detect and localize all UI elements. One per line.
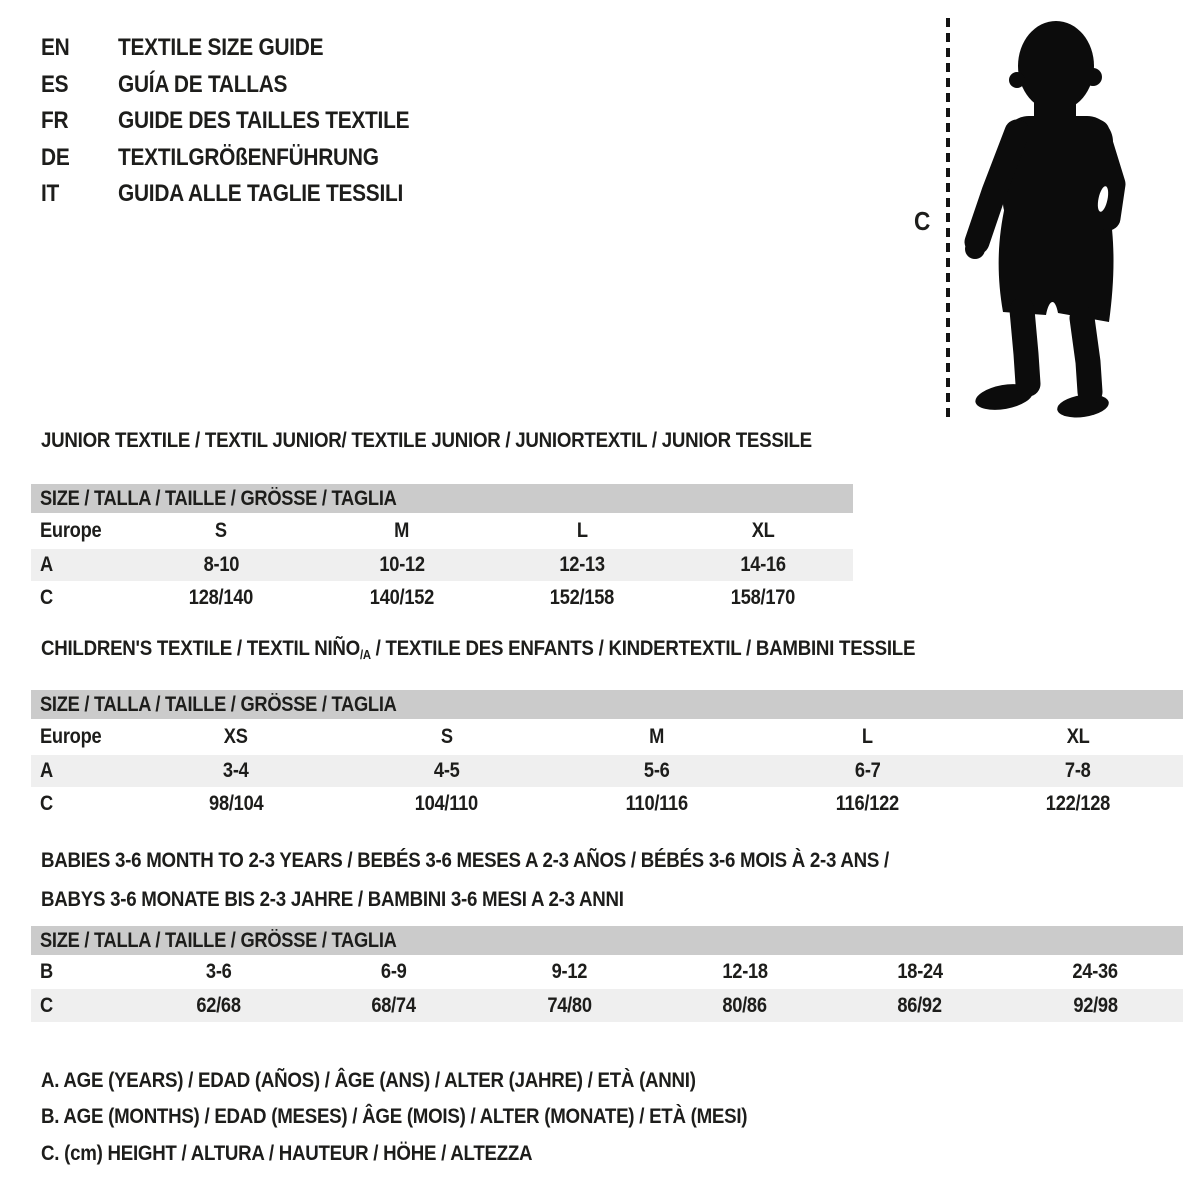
toddler-silhouette-illustration (962, 14, 1148, 418)
height-cell: 158/170 (730, 585, 795, 609)
height-cell: 68/74 (371, 993, 417, 1017)
height-cell: 104/110 (415, 791, 479, 815)
age-cell: 5-6 (644, 759, 670, 782)
size-cell: XL (751, 519, 775, 542)
language-row-it (41, 176, 453, 213)
height-cell: 62/68 (196, 993, 241, 1017)
language-code: ES (41, 70, 69, 98)
language-title-list (41, 30, 453, 213)
months-cell: 24-36 (1072, 960, 1119, 983)
table-row-months (31, 955, 1183, 989)
months-cell: 6-9 (381, 960, 407, 983)
row-label: A (40, 553, 53, 576)
table-row-europe (31, 719, 1183, 755)
language-row-en (41, 30, 453, 67)
guide-title-en: TEXTILE SIZE GUIDE (118, 34, 324, 62)
age-cell: 7-8 (1065, 759, 1091, 782)
junior-section-title: JUNIOR TEXTILE / TEXTIL JUNIOR/ TEXTILE JUNIOR / JUNIORTEXTIL / JUNIOR TESSILE (41, 428, 812, 452)
months-cell: 3-6 (205, 960, 232, 983)
table-row-europe (31, 513, 853, 549)
size-header-bar: SIZE / TALLA / TAILLE / GRÖSSE / TAGLIA (31, 926, 1183, 955)
table-row-height (31, 989, 1183, 1022)
height-cell: 86/92 (897, 993, 943, 1017)
height-cell: 152/158 (550, 585, 615, 609)
legend-notes (41, 1062, 853, 1172)
height-cell: 80/86 (722, 993, 767, 1017)
row-label: C (40, 791, 53, 815)
age-cell: 12-13 (559, 553, 605, 576)
babies-size-table (31, 926, 1183, 1022)
row-label: B (40, 960, 53, 983)
size-cell: XS (224, 725, 249, 748)
height-cell: 92/98 (1073, 993, 1118, 1017)
language-code: IT (41, 180, 60, 208)
age-cell: 10-12 (379, 553, 425, 576)
size-cell: M (394, 519, 410, 542)
babies-section-title: BABIES 3-6 MONTH TO 2-3 YEARS / BEBÉS 3-6 MESES A 2-3 AÑOS / BÉBÉS 3-6 MOIS À 2-3 ANS / BABYS 3-6 MONATE BIS 2-3 JAHRE / BAMBINI 3-6 MESI A 2-3 ANNI (41, 848, 889, 911)
guide-title-es: GUÍA DE TALLAS (118, 70, 288, 98)
height-cell: 74/80 (547, 993, 592, 1017)
title-subscript: /A (359, 647, 371, 662)
months-cell: 18-24 (897, 960, 943, 983)
table-row-age (31, 549, 853, 581)
height-cell: 128/140 (189, 585, 254, 609)
language-code: FR (41, 107, 69, 135)
note-age-years: A. AGE (YEARS) / EDAD (AÑOS) / ÂGE (ANS) / ALTER (JAHRE) / ETÀ (ANNI) (41, 1067, 696, 1092)
age-cell: 8-10 (203, 553, 240, 576)
row-label: A (40, 759, 53, 782)
size-cell: XL (1066, 725, 1090, 748)
table-row-age (31, 755, 1183, 787)
language-code: DE (41, 143, 70, 171)
height-cell: 98/104 (209, 791, 264, 815)
row-label: C (40, 993, 53, 1017)
height-marker-label: C (914, 206, 931, 236)
height-cell: 110/116 (625, 791, 689, 815)
height-cell: 140/152 (369, 585, 434, 609)
note-age-months: B. AGE (MONTHS) / EDAD (MESES) / ÂGE (MOIS) / ALTER (MONATE) / ETÀ (MESI) (41, 1104, 748, 1129)
guide-title-it: GUIDA ALLE TAGLIE TESSILI (118, 180, 404, 208)
row-label: Europe (40, 725, 102, 748)
size-header-bar: SIZE / TALLA / TAILLE / GRÖSSE / TAGLIA (31, 484, 853, 513)
months-cell: 12-18 (721, 960, 768, 983)
age-cell: 6-7 (854, 759, 881, 782)
size-header-bar: SIZE / TALLA / TAILLE / GRÖSSE / TAGLIA (31, 690, 1183, 719)
size-cell: S (215, 519, 228, 542)
table-row-height (31, 787, 1183, 820)
size-cell: L (576, 519, 588, 542)
guide-title-fr: GUIDE DES TAILLES TEXTILE (118, 107, 410, 135)
note-height-cm: C. (cm) HEIGHT / ALTURA / HAUTEUR / HÖHE / ALTEZZA (41, 1140, 533, 1165)
table-row-height (31, 581, 853, 614)
height-cell: 116/122 (835, 791, 900, 815)
age-cell: 14-16 (740, 553, 786, 576)
age-cell: 4-5 (433, 759, 460, 782)
junior-size-table (31, 484, 853, 614)
size-cell: S (440, 725, 453, 748)
children-section-title: CHILDREN'S TEXTILE / TEXTIL NIÑO/A / TEXTILE DES ENFANTS / KINDERTEXTIL / BAMBINI TESSILE (41, 636, 916, 662)
children-size-table (31, 690, 1183, 820)
height-cell: 122/128 (1045, 791, 1110, 815)
row-label: Europe (40, 519, 102, 542)
language-row-es (41, 67, 453, 104)
row-label: C (40, 585, 53, 609)
size-cell: L (861, 725, 873, 748)
age-cell: 3-4 (223, 759, 250, 782)
language-row-fr (41, 103, 453, 140)
height-dashed-line (946, 18, 950, 417)
language-row-de (41, 140, 453, 177)
months-cell: 9-12 (551, 960, 588, 983)
guide-title-de: TEXTILGRÖßENFÜHRUNG (118, 143, 379, 171)
language-code: EN (41, 34, 70, 62)
size-cell: M (649, 725, 665, 748)
